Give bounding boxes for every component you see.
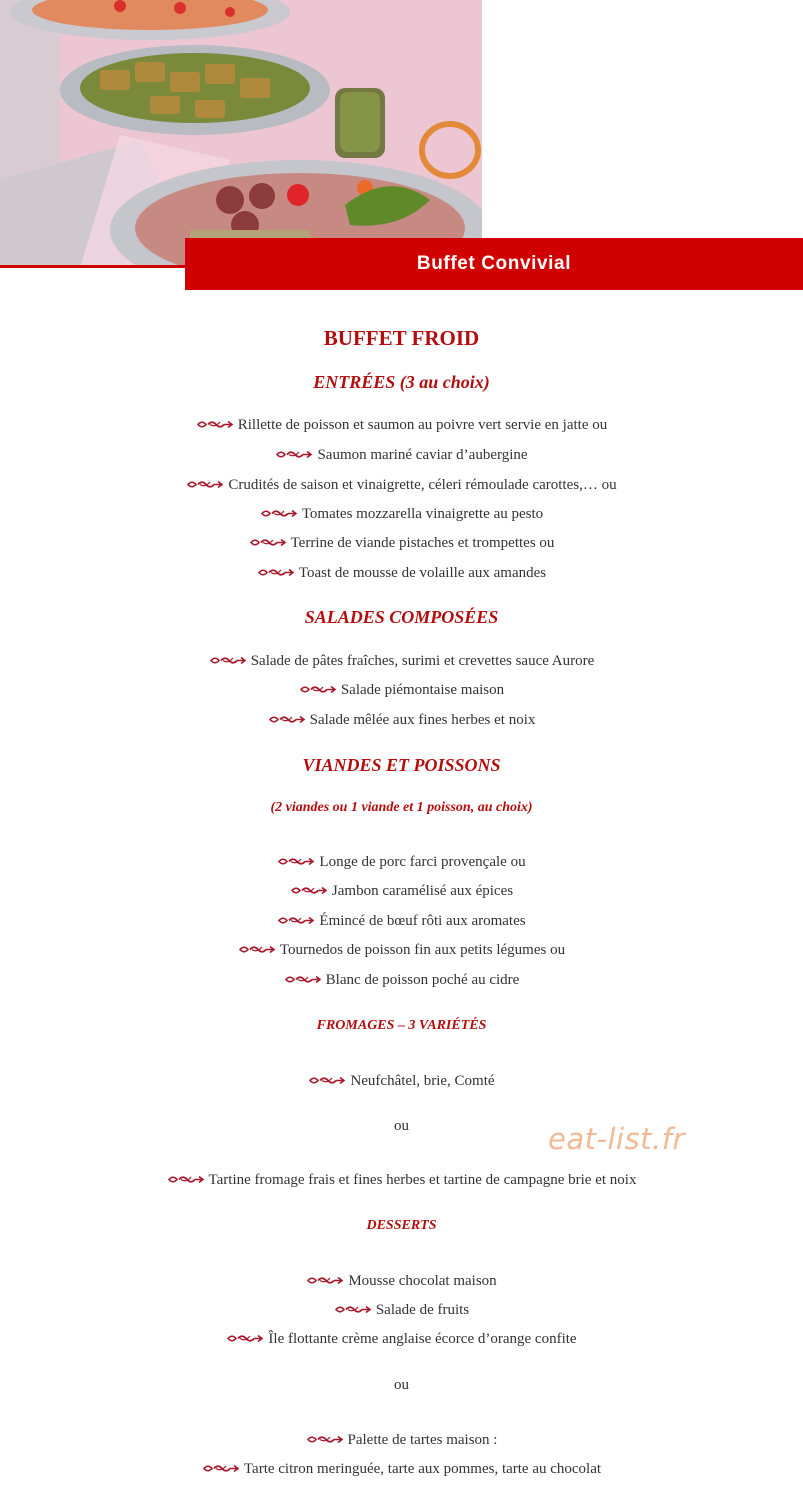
list-item: Salade piémontaise maison	[0, 682, 803, 699]
scroll-ornament-icon	[308, 1075, 346, 1086]
scroll-ornament-icon	[238, 944, 276, 955]
list-item: Toast de mousse de volaille aux amandes	[0, 565, 803, 582]
scroll-ornament-icon	[290, 885, 328, 896]
list-item: Longe de porc farci provençale ou	[0, 854, 803, 871]
menu-title: BUFFET FROID	[323, 326, 480, 350]
scroll-ornament-icon	[306, 1275, 344, 1286]
list-item: Terrine de viande pistaches et trompettes ou	[0, 535, 803, 552]
buffet-platters-photo	[0, 0, 482, 268]
scroll-ornament-icon	[277, 856, 315, 867]
photo-accent-line	[0, 265, 185, 268]
scroll-ornament-icon	[209, 655, 247, 666]
desserts-heading: DESSERTS	[366, 1218, 437, 1233]
scroll-ornament-icon	[186, 479, 224, 490]
list-item: Jambon caramélisé aux épices	[0, 883, 803, 900]
scroll-ornament-icon	[306, 1434, 344, 1445]
or-separator: ou	[394, 1377, 409, 1393]
scroll-ornament-icon	[249, 537, 287, 548]
scroll-ornament-icon	[334, 1304, 372, 1315]
scroll-ornament-icon	[275, 449, 313, 460]
scroll-ornament-icon	[226, 1333, 264, 1344]
viandes-heading: VIANDES ET POISSONS	[302, 755, 501, 775]
scroll-ornament-icon	[202, 1463, 240, 1474]
list-item: Crudités de saison et vinaigrette, céleri rémoulade carottes,… ou	[0, 477, 803, 494]
list-item: Saumon mariné caviar d’aubergine	[0, 447, 803, 464]
list-item: Salade de pâtes fraîches, surimi et crevettes sauce Aurore	[0, 653, 803, 670]
scroll-ornament-icon	[196, 419, 234, 430]
scroll-ornament-icon	[284, 974, 322, 985]
list-item: Tartine fromage frais et fines herbes et tartine de campagne brie et noix	[0, 1172, 803, 1189]
list-item: Tomates mozzarella vinaigrette au pesto	[0, 506, 803, 523]
scroll-ornament-icon	[257, 567, 295, 578]
scroll-ornament-icon	[299, 684, 337, 695]
watermark: eat-list.fr	[548, 1122, 685, 1156]
list-item: Neufchâtel, brie, Comté	[0, 1073, 803, 1090]
list-item: Tournedos de poisson fin aux petits légumes ou	[0, 942, 803, 959]
list-item: Île flottante crème anglaise écorce d’orange confite	[0, 1331, 803, 1348]
list-item: Salade mêlée aux fines herbes et noix	[0, 712, 803, 729]
list-item: Tarte citron meringuée, tarte aux pommes, tarte au chocolat	[0, 1461, 803, 1478]
list-item: Salade de fruits	[0, 1302, 803, 1319]
scroll-ornament-icon	[167, 1174, 205, 1185]
or-separator: ou	[394, 1118, 409, 1134]
banner-title: Buffet Convivial	[416, 253, 572, 274]
scroll-ornament-icon	[260, 508, 298, 519]
list-item: Palette de tartes maison :	[0, 1432, 803, 1449]
scroll-ornament-icon	[277, 915, 315, 926]
title-banner	[185, 238, 803, 290]
list-item: Émincé de bœuf rôti aux aromates	[0, 913, 803, 930]
list-item: Mousse chocolat maison	[0, 1273, 803, 1290]
list-item: Blanc de poisson poché au cidre	[0, 972, 803, 989]
salades-heading: SALADES COMPOSÉES	[304, 607, 499, 627]
fromages-heading: FROMAGES – 3 VARIÉTÉS	[316, 1018, 487, 1033]
entrees-heading: ENTRÉES (3 au choix)	[313, 372, 490, 392]
viandes-subheading: (2 viandes ou 1 viande et 1 poisson, au choix)	[270, 800, 533, 815]
scroll-ornament-icon	[268, 714, 306, 725]
list-item: Rillette de poisson et saumon au poivre vert servie en jatte ou	[0, 417, 803, 434]
